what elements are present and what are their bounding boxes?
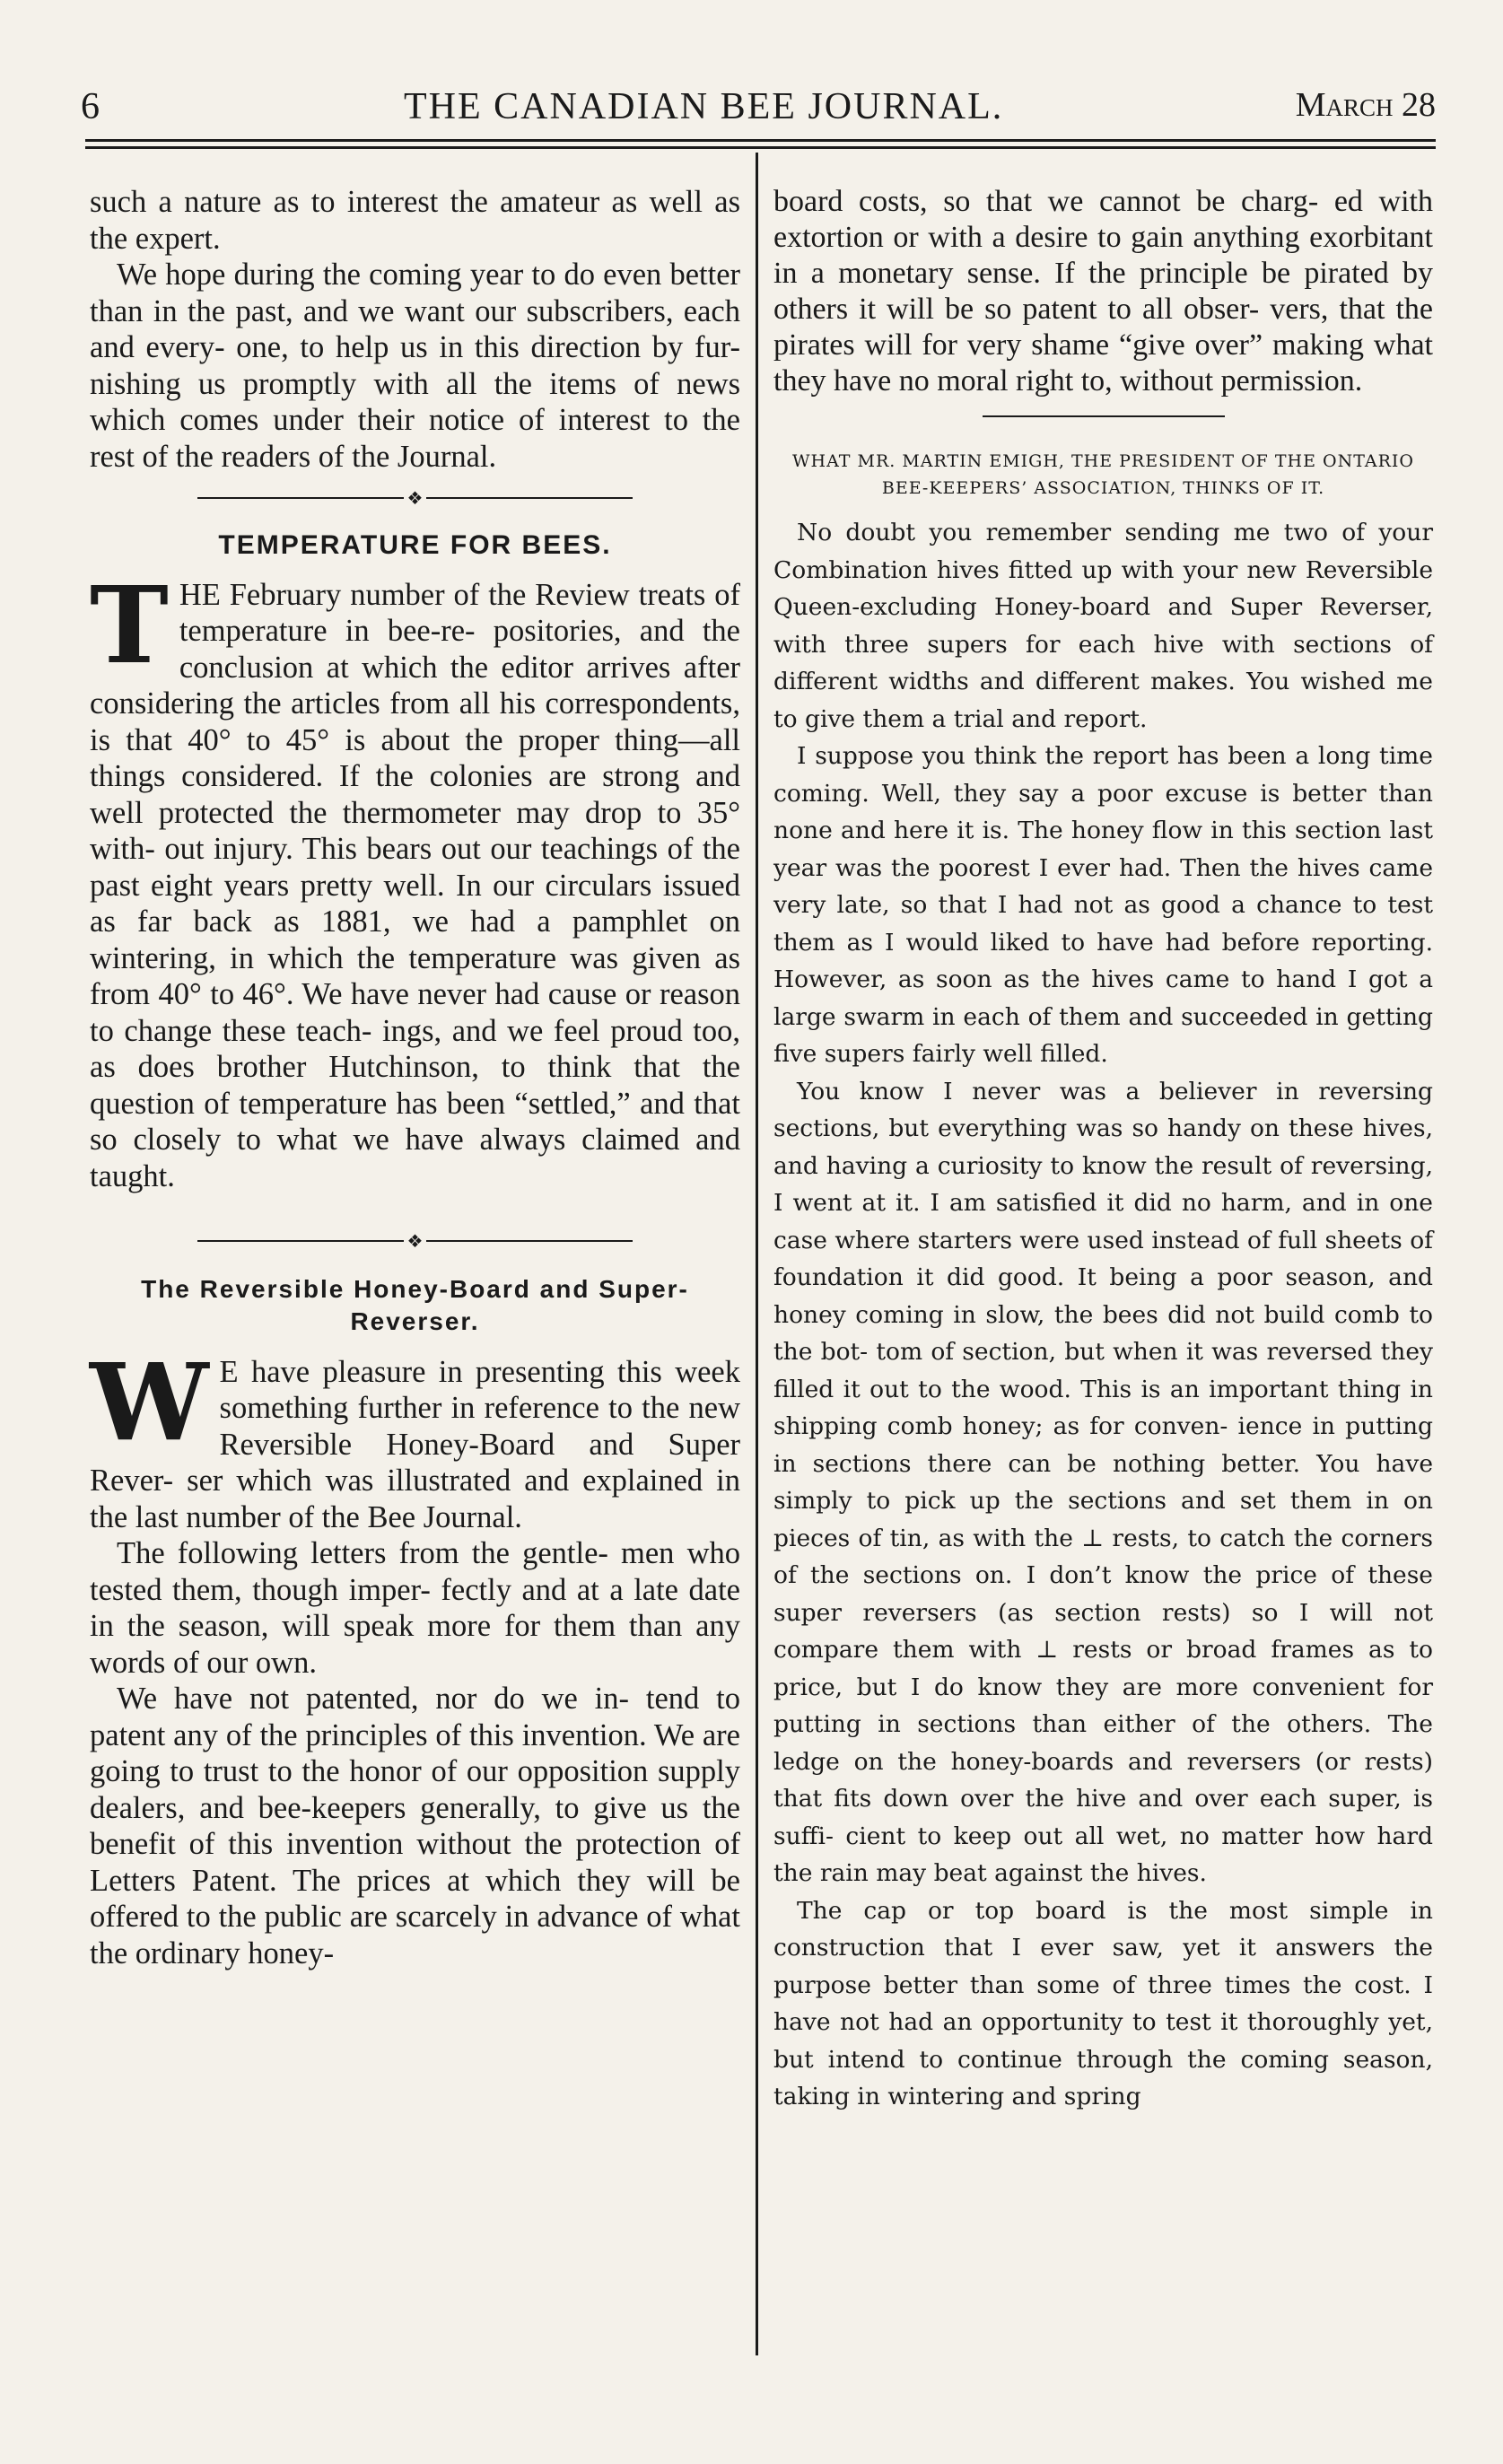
reversible-article xyxy=(90,1339,740,1972)
reversible-paragraph-3: We have not patented, nor do we in- tend to patent any of the principles of this invention. We are going to trust to the honor of our opposition supply dealers, and bee-keepers generally, to give us the benefit of this invention without the protection of Letters Patent. The prices at which they will be offered to the public are scarcely in advance of what the ordinary honey- xyxy=(90,1682,740,1970)
header-rule-bottom xyxy=(85,146,1436,149)
emigh-letter xyxy=(773,514,1433,2116)
temperature-article xyxy=(90,562,740,1195)
reversible-body: E have pleasure in presenting this week something further in reference to the new Reversible Honey-Board and Super Rever- ser which was illustrated and explained in the last number of the Bee Journal. xyxy=(90,1354,740,1534)
continued-paragraph: board costs, so that we cannot be charg- ed with extortion or with a desire to gain anything exorbitant in a monetary sense. If the principle be pirated by others it will be so patent to all obser- vers, that the pirates will for very shame “give over” making what they have no moral right to, without permission. xyxy=(773,185,1433,398)
ornament-glyph: ❖ xyxy=(406,486,424,509)
left-column xyxy=(90,184,740,1971)
reversible-dropcap: W xyxy=(90,1339,209,1464)
page-number: 6 xyxy=(81,86,100,127)
column-divider xyxy=(756,153,758,2355)
emigh-heading: WHAT MR. MARTIN EMIGH, THE PRESIDENT OF THE ONTARIO BEE-KEEPERS’ ASSOCIATION, THINKS OF IT. xyxy=(792,451,1414,498)
journal-title: THE CANADIAN BEE JOURNAL. xyxy=(404,86,1004,127)
issue-date: March 28 xyxy=(1295,86,1436,124)
short-rule xyxy=(983,415,1225,417)
ornament-glyph-2: ❖ xyxy=(406,1229,424,1252)
reversible-paragraph-2: The following letters from the gentle- men who tested them, though imper- fectly and at a late date in the season, will speak more for them than any words of our own. xyxy=(90,1536,740,1680)
letter-paragraph-2: I suppose you think the report has been a long time coming. Well, they say a poor excuse is better than none and here it is. The honey flow in this section last year was the poorest I ever had. Then the hives came very late, so that I had not as good a chance to test them as I would liked to have had before reporting. However, as soon as the hives came to hand I got a large swarm in each of them and succeeded in getting five supers fairly well filled. xyxy=(773,742,1433,1068)
temperature-heading: TEMPERATURE FOR BEES. xyxy=(218,529,612,560)
header-rule-top xyxy=(85,139,1436,142)
letter-paragraph-1: No doubt you remember sending me two of your Combination hives fitted up with your new Reversible Queen-excluding Honey-board and Super Reverser, with three supers for each hive with sections of different widths and different makes. You wished me to give them a trial and report. xyxy=(773,519,1433,733)
page-header xyxy=(81,85,1436,139)
temperature-body: HE February number of the Review treats of temperature in bee-re- positories, and the conclusion at which the editor arrives after considering the articles from all his correspondents, is that 40° to 45° is about the proper thing—all things considered. If the colonies are strong and well protected the thermometer may drop to 35° with- out injury. This bears out our teachings of the past eight years pretty well. In our circulars issued as far back as 1881, we had a pamphlet on wintering, in which the temperature was given as from 40° to 46°. We have never had cause or reason to change these teach- ings, and we feel proud too, as does brother Hutchinson, to think that the question of temperature has been “settled,” and that so closely to what we have always claimed and taught. xyxy=(90,577,740,1193)
section-ornament xyxy=(90,487,740,507)
reversible-heading: The Reversible Honey-Board and Super-Reverser. xyxy=(141,1274,689,1335)
letter-paragraph-3: You know I never was a believer in reversing sections, but everything was so handy on these hives, and having a curiosity to know the result of reversing, I went at it. I am satisfied it did no harm, and in one case where starters were used instead of full sheets of foundation it did good. It being a poor season, and honey coming in slow, the bees did not build comb to the bot- tom of section, but when it was reversed they filled it out to the wood. This is an important thing in shipping comb honey; as for conven- ience in putting in sections there can be nothing better. You have simply to pick up the sections and set them in on pieces of tin, as with the ⊥ rests, to catch the corners of the sections on. I don’t know the price of these super reversers (as section rests) so I will not compare them with ⊥ rests or broad frames as to price, but I do know they are more convenient for putting in sections than either of the others. The ledge on the honey-boards and reversers (or rests) that fits down over the hive and over each super, is suffi- cient to keep out all wet, no matter how hard the rain may beat against the hives. xyxy=(773,1077,1433,1887)
right-column xyxy=(773,184,1433,2116)
letter-paragraph-4: The cap or top board is the most simple in construction that I ever saw, yet it answers the purpose better than some of three times the cost. I have not had an opportunity to test it thoroughly yet, but intend to continue through the coming season, taking in wintering and spring xyxy=(773,1896,1433,2110)
intro-paragraph: such a nature as to interest the amateur as well as the expert. xyxy=(90,185,740,256)
temperature-dropcap: T xyxy=(90,562,169,687)
intro-paragraph-2: We hope during the coming year to do even better than in the past, and we want our subscribers, each and every- one, to help us in this direction by fur- nishing us promptly with all the items of news which comes under their notice of interest to the rest of the readers of the Journal. xyxy=(90,258,740,474)
section-ornament-2 xyxy=(90,1230,740,1250)
